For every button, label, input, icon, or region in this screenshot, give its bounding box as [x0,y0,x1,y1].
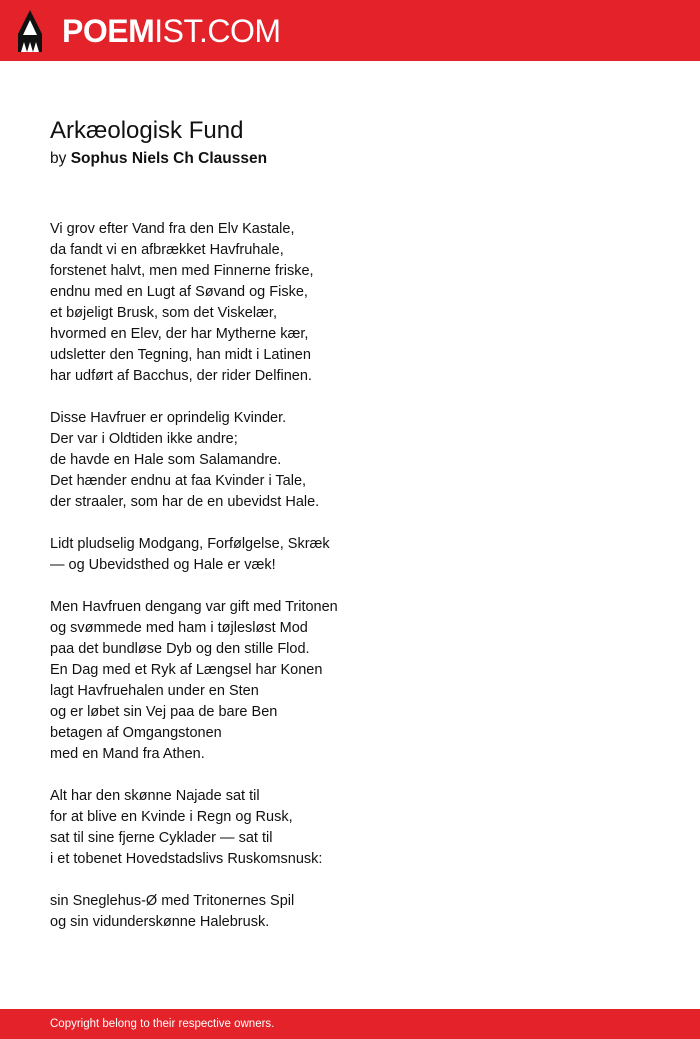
poem-line: Lidt pludselig Modgang, Forfølgelse, Skræk [50,536,330,552]
poem-line: i et tobenet Hovedstadslivs Ruskomsnusk: [50,851,323,867]
poem-line: har udført af Bacchus, der rider Delfinen. [50,368,312,384]
logo-text-bold: POEM [62,13,155,49]
poem-line: Disse Havfruer er oprindelig Kvinder. [50,410,287,426]
poem-stanza [50,597,610,765]
poem-line: og er løbet sin Vej paa de bare Ben [50,704,278,720]
copyright-text: Copyright belong to their respective owners. [50,1018,275,1030]
poem-line: og svømmede med ham i tøjlesløst Mod [50,620,308,636]
poem-line: der straaler, som har de en ubevidst Hale. [50,494,320,510]
site-header [0,0,700,61]
poem-line: betagen af Omgangstonen [50,725,222,741]
poem-line: endnu med en Lugt af Søvand og Fiske, [50,284,308,300]
poem-stanza [50,408,610,513]
poem-stanza [50,219,610,387]
poem-line: Vi grov efter Vand fra den Elv Kastale, [50,221,295,237]
poem-line: da fandt vi en afbrækket Havfruhale, [50,242,284,258]
poem-title: Arkæologisk Fund [50,117,244,144]
poem-line: for at blive en Kvinde i Regn og Rusk, [50,809,293,825]
poem-line: — og Ubevidsthed og Hale er væk! [50,557,276,573]
poem-line: med en Mand fra Athen. [50,746,205,762]
poem-line: sin Sneglehus-Ø med Tritonernes Spil [50,893,295,909]
poem-line: de havde en Hale som Salamandre. [50,452,282,468]
poem-line: sat til sine fjerne Cyklader — sat til [50,830,273,846]
by-label: by [50,150,67,167]
poem-line: lagt Havfruehalen under en Sten [50,683,259,699]
poem-line: hvormed en Elev, der har Mytherne kær, [50,326,309,342]
poem-line: Der var i Oldtiden ikke andre; [50,431,238,447]
poem-line: udsletter den Tegning, han midt i Latinen [50,347,311,363]
poem-byline [50,149,267,169]
poem-author: Sophus Niels Ch Claussen [70,150,268,167]
poem-body [50,219,610,954]
poem-stanza [50,891,610,933]
poem-stanza [50,534,610,576]
poem-line: Men Havfruen dengang var gift med Tritonen [50,599,338,615]
poem-line: En Dag med et Ryk af Længsel har Konen [50,662,323,678]
site-logo[interactable] [62,11,281,51]
poem-line: forstenet halvt, men med Finnerne friske, [50,263,314,279]
poem-line: Det hænder endnu at faa Kvinder i Tale, [50,473,307,489]
poem-stanza [50,786,610,870]
pencil-icon [18,10,42,52]
poem-line: et bøjeligt Brusk, som det Viskelær, [50,305,277,321]
poem-line: og sin vidunderskønne Halebrusk. [50,914,270,930]
site-footer [0,1009,700,1039]
poem-line: paa det bundløse Dyb og den stille Flod. [50,641,310,657]
poem-line: Alt har den skønne Najade sat til [50,788,260,804]
logo-text-light: IST.COM [154,13,281,49]
